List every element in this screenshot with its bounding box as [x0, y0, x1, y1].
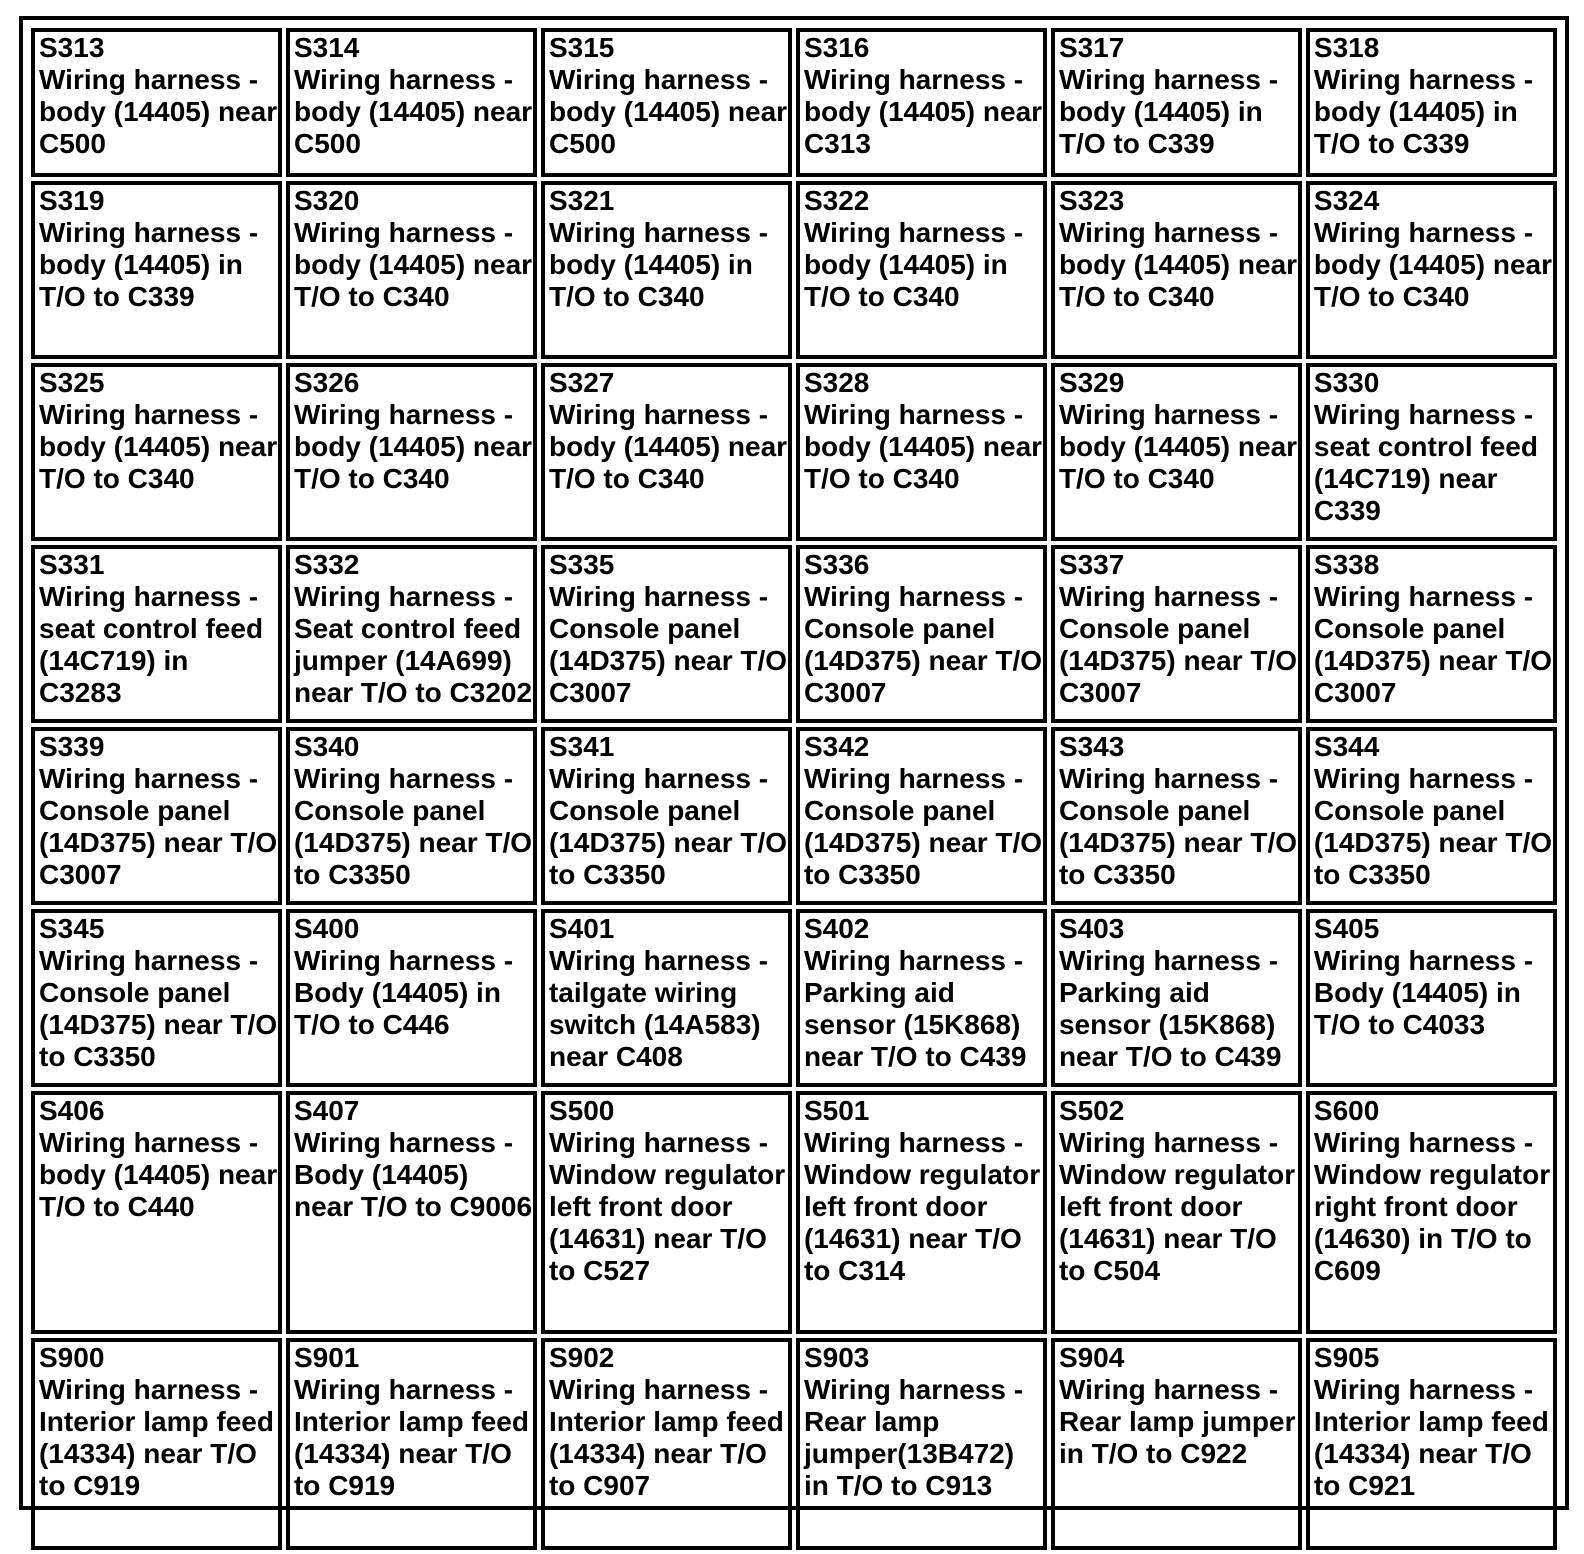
splice-description: Wiring harness - Rear lamp jumper(13B472) in T/O to C913: [803, 1374, 1024, 1501]
splice-code: S336: [803, 549, 870, 580]
splice-description: Wiring harness - Body (14405) near T/O to C9006: [293, 1127, 533, 1222]
splice-description: Wiring harness - body (14405) near T/O to C340: [803, 399, 1043, 494]
splice-code: S316: [803, 32, 870, 63]
splice-description: Wiring harness - seat control feed (14C719) near C339: [1313, 399, 1538, 526]
splice-description: Wiring harness - body (14405) near T/O to C340: [548, 399, 788, 494]
splice-description: Wiring harness - Console panel (14D375) near T/O to C3350: [39, 945, 278, 1072]
splice-description: Wiring harness - Window regulator left front door (14631) near T/O to C314: [803, 1127, 1041, 1286]
splice-code: S324: [1313, 185, 1380, 216]
splice-code: S318: [1313, 32, 1380, 63]
table-row: [31, 1091, 1557, 1334]
splice-description: Wiring harness - body (14405) near C500: [39, 64, 278, 159]
splice-code: S403: [1058, 913, 1125, 944]
splice-code: S402: [803, 913, 870, 944]
table-row: [31, 727, 1557, 905]
splice-code: S315: [548, 32, 615, 63]
splice-description: Wiring harness - body (14405) near T/O to C440: [39, 1127, 278, 1222]
table-cell: [31, 28, 282, 177]
splice-code: S327: [548, 367, 615, 398]
splice-description: Wiring harness - seat control feed (14C719) in C3283: [39, 581, 264, 708]
table-cell: [541, 545, 792, 723]
splice-code: S501: [803, 1095, 870, 1126]
table-cell: [541, 1091, 792, 1334]
splice-code: S338: [1313, 549, 1380, 580]
table-cell: [1051, 363, 1302, 541]
table-cell: [1051, 909, 1302, 1087]
splice-description: Wiring harness - Console panel (14D375) near T/O to C3350: [293, 763, 533, 890]
splice-description: Wiring harness - Console panel (14D375) near T/O C3007: [548, 581, 788, 708]
table-cell: [1306, 727, 1557, 905]
table-cell: [286, 727, 537, 905]
splice-description: Wiring harness - Interior lamp feed (14334) near T/O to C921: [1313, 1374, 1549, 1501]
splice-code: S317: [1058, 32, 1125, 63]
splice-code: S345: [39, 913, 105, 944]
splice-table: [27, 24, 1561, 1554]
table-row: [31, 545, 1557, 723]
table-cell: [31, 1338, 282, 1550]
table-cell: [286, 28, 537, 177]
splice-description: Wiring harness - Console panel (14D375) near T/O to C3350: [548, 763, 788, 890]
table-cell: [796, 545, 1047, 723]
splice-code: S326: [293, 367, 360, 398]
splice-description: Wiring harness - Console panel (14D375) near T/O C3007: [1313, 581, 1553, 708]
splice-code: S332: [293, 549, 360, 580]
splice-code: S314: [293, 32, 360, 63]
table-cell: [1051, 1091, 1302, 1334]
splice-description: Wiring harness - Seat control feed jumper (14A699) near T/O to C3202: [293, 581, 533, 708]
table-cell: [286, 545, 537, 723]
table-cell: [541, 181, 792, 359]
splice-code: S339: [39, 731, 105, 762]
splice-description: Wiring harness - Interior lamp feed (14334) near T/O to C919: [293, 1374, 529, 1501]
splice-code: S600: [1313, 1095, 1380, 1126]
splice-code: S321: [548, 185, 615, 216]
table-cell: [1051, 181, 1302, 359]
splice-description: Wiring harness - body (14405) in T/O to C339: [1058, 64, 1279, 159]
splice-description: Wiring harness - Body (14405) in T/O to C4033: [1313, 945, 1534, 1040]
splice-code: S337: [1058, 549, 1125, 580]
splice-description: Wiring harness - body (14405) near T/O to C340: [1058, 399, 1298, 494]
table-cell: [31, 1091, 282, 1334]
splice-code: S500: [548, 1095, 615, 1126]
splice-description: Wiring harness - body (14405) in T/O to C339: [1313, 64, 1534, 159]
splice-description: Wiring harness - body (14405) near T/O to C340: [1058, 217, 1298, 312]
table-cell: [286, 181, 537, 359]
splice-code: S405: [1313, 913, 1380, 944]
table-cell: [1306, 545, 1557, 723]
splice-code: S331: [39, 549, 105, 580]
table-cell: [1051, 545, 1302, 723]
splice-code: S319: [39, 185, 105, 216]
splice-description: Wiring harness - tailgate wiring switch (14A583) near C408: [548, 945, 769, 1072]
table-cell: [31, 363, 282, 541]
table-cell: [1051, 28, 1302, 177]
splice-code: S330: [1313, 367, 1380, 398]
splice-code: S502: [1058, 1095, 1125, 1126]
splice-description: Wiring harness - Console panel (14D375) near T/O C3007: [803, 581, 1043, 708]
table-cell: [541, 1338, 792, 1550]
splice-code: S902: [548, 1342, 615, 1373]
table-cell: [31, 909, 282, 1087]
table-cell: [796, 1338, 1047, 1550]
splice-table-frame: [19, 16, 1569, 1510]
table-cell: [1051, 1338, 1302, 1550]
splice-description: Wiring harness - Parking aid sensor (15K868) near T/O to C439: [1058, 945, 1282, 1072]
table-cell: [1306, 1338, 1557, 1550]
table-cell: [1306, 28, 1557, 177]
splice-code: S325: [39, 367, 105, 398]
table-cell: [796, 1091, 1047, 1334]
splice-description: Wiring harness - body (14405) near T/O to C340: [293, 217, 533, 312]
splice-description: Wiring harness - Console panel (14D375) near T/O to C3350: [1313, 763, 1553, 890]
splice-code: S335: [548, 549, 615, 580]
table-cell: [286, 1091, 537, 1334]
splice-code: S322: [803, 185, 870, 216]
splice-description: Wiring harness - Body (14405) in T/O to C446: [293, 945, 514, 1040]
table-cell: [796, 727, 1047, 905]
splice-description: Wiring harness - body (14405) in T/O to C340: [803, 217, 1024, 312]
splice-description: Wiring harness - body (14405) in T/O to C340: [548, 217, 769, 312]
table-cell: [1306, 363, 1557, 541]
table-cell: [796, 363, 1047, 541]
splice-description: Wiring harness - body (14405) near C313: [803, 64, 1043, 159]
table-cell: [31, 181, 282, 359]
splice-code: S407: [293, 1095, 360, 1126]
splice-description: Wiring harness - Window regulator right front door (14630) in T/O to C609: [1313, 1127, 1551, 1286]
splice-code: S406: [39, 1095, 105, 1126]
splice-code: S342: [803, 731, 870, 762]
table-cell: [541, 909, 792, 1087]
splice-code: S328: [803, 367, 870, 398]
table-cell: [541, 363, 792, 541]
splice-description: Wiring harness - body (14405) near C500: [548, 64, 788, 159]
splice-code: S344: [1313, 731, 1380, 762]
table-cell: [796, 181, 1047, 359]
splice-code: S901: [293, 1342, 360, 1373]
splice-code: S320: [293, 185, 360, 216]
splice-description: Wiring harness - body (14405) near T/O to C340: [1313, 217, 1553, 312]
splice-description: Wiring harness - body (14405) near C500: [293, 64, 533, 159]
splice-description: Wiring harness - Parking aid sensor (15K868) near T/O to C439: [803, 945, 1027, 1072]
splice-description: Wiring harness - body (14405) near T/O to C340: [39, 399, 278, 494]
splice-code: S340: [293, 731, 360, 762]
splice-description: Wiring harness - Window regulator left front door (14631) near T/O to C527: [548, 1127, 786, 1286]
table-cell: [31, 545, 282, 723]
table-cell: [796, 909, 1047, 1087]
splice-description: Wiring harness - Rear lamp jumper in T/O to C922: [1058, 1374, 1296, 1469]
table-row: [31, 1338, 1557, 1550]
table-cell: [31, 727, 282, 905]
splice-code: S905: [1313, 1342, 1380, 1373]
table-row: [31, 363, 1557, 541]
splice-code: S313: [39, 32, 105, 63]
splice-description: Wiring harness - Console panel (14D375) near T/O C3007: [1058, 581, 1298, 708]
table-row: [31, 909, 1557, 1087]
table-cell: [541, 28, 792, 177]
table-cell: [286, 1338, 537, 1550]
table-cell: [796, 28, 1047, 177]
splice-code: S341: [548, 731, 615, 762]
splice-description: Wiring harness - Interior lamp feed (14334) near T/O to C919: [39, 1374, 274, 1501]
splice-code: S329: [1058, 367, 1125, 398]
splice-code: S903: [803, 1342, 870, 1373]
table-cell: [1306, 909, 1557, 1087]
table-row: [31, 28, 1557, 177]
table-cell: [1051, 727, 1302, 905]
table-row: [31, 181, 1557, 359]
splice-code: S343: [1058, 731, 1125, 762]
splice-description: Wiring harness - body (14405) near T/O to C340: [293, 399, 533, 494]
table-cell: [286, 363, 537, 541]
splice-code: S904: [1058, 1342, 1125, 1373]
table-cell: [541, 727, 792, 905]
splice-code: S401: [548, 913, 615, 944]
splice-description: Wiring harness - body (14405) in T/O to C339: [39, 217, 259, 312]
splice-description: Wiring harness - Console panel (14D375) near T/O to C3350: [1058, 763, 1298, 890]
table-cell: [1306, 1091, 1557, 1334]
splice-description: Wiring harness - Window regulator left front door (14631) near T/O to C504: [1058, 1127, 1296, 1286]
splice-code: S900: [39, 1342, 105, 1373]
table-cell: [1306, 181, 1557, 359]
splice-code: S323: [1058, 185, 1125, 216]
splice-description: Wiring harness - Console panel (14D375) near T/O C3007: [39, 763, 278, 890]
splice-code: S400: [293, 913, 360, 944]
splice-description: Wiring harness - Console panel (14D375) near T/O to C3350: [803, 763, 1043, 890]
table-cell: [286, 909, 537, 1087]
splice-description: Wiring harness - Interior lamp feed (14334) near T/O to C907: [548, 1374, 784, 1501]
